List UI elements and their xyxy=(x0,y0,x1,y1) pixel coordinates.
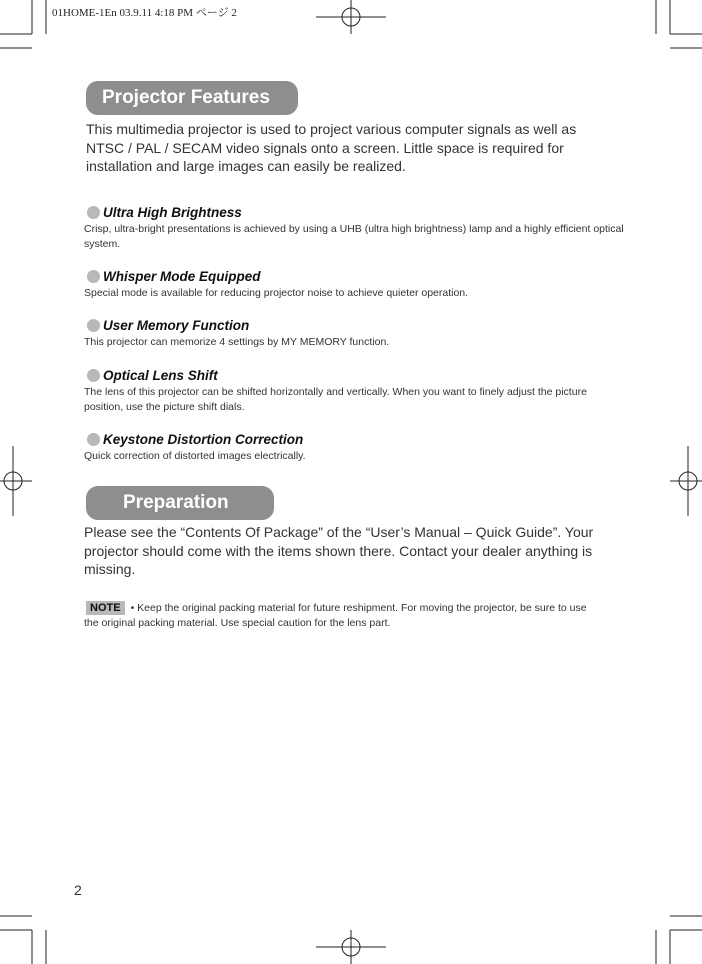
feature-title: Keystone Distortion Correction xyxy=(103,432,304,447)
feature-title: Ultra High Brightness xyxy=(103,205,242,220)
feature-item xyxy=(84,431,624,464)
feature-desc: The lens of this projector can be shifted horizontally and vertically. When you want to finely adjust the picture position, use the picture shift dials. xyxy=(84,386,587,413)
bullet-icon xyxy=(87,206,100,219)
feature-item xyxy=(84,204,624,252)
feature-title: User Memory Function xyxy=(103,318,250,333)
feature-desc: Quick correction of distorted images electrically. xyxy=(84,450,306,462)
page-number: 2 xyxy=(74,882,82,898)
bullet-icon xyxy=(87,369,100,382)
features-intro: This multimedia projector is used to project various computer signals as well as NTSC / PAL / SECAM video signals onto a screen. Little space is required for installation and large images can easily be realized. xyxy=(86,121,577,174)
note-text: • Keep the original packing material for future reshipment. For moving the projector, be sure to use the original packing material. Use special caution for the lens part. xyxy=(84,602,587,629)
feature-item xyxy=(84,268,624,301)
feature-item xyxy=(84,317,624,350)
feature-item xyxy=(84,367,624,415)
feature-title: Optical Lens Shift xyxy=(103,368,218,383)
section-title-preparation: Preparation xyxy=(86,486,274,520)
feature-desc: Special mode is available for reducing projector noise to achieve quieter operation. xyxy=(84,287,469,299)
bullet-icon xyxy=(87,270,100,283)
bullet-icon xyxy=(87,433,100,446)
note-block xyxy=(84,601,604,631)
section-title-features: Projector Features xyxy=(86,81,298,115)
preparation-intro: Please see the “Contents Of Package” of the “User’s Manual – Quick Guide”. Your projector should come with the items shown there. Contact your dealer anything is missing. xyxy=(84,524,594,577)
feature-title: Whisper Mode Equipped xyxy=(103,269,261,284)
feature-desc: Crisp, ultra-bright presentations is achieved by using a UHB (ultra high brightness) lamp and a highly efficient optical system. xyxy=(84,223,624,250)
bullet-icon xyxy=(87,319,100,332)
print-header: 01HOME-1En 03.9.11 4:18 PM ページ 2 xyxy=(52,7,237,19)
feature-desc: This projector can memorize 4 settings by MY MEMORY function. xyxy=(84,336,390,348)
note-badge: NOTE xyxy=(86,601,125,615)
